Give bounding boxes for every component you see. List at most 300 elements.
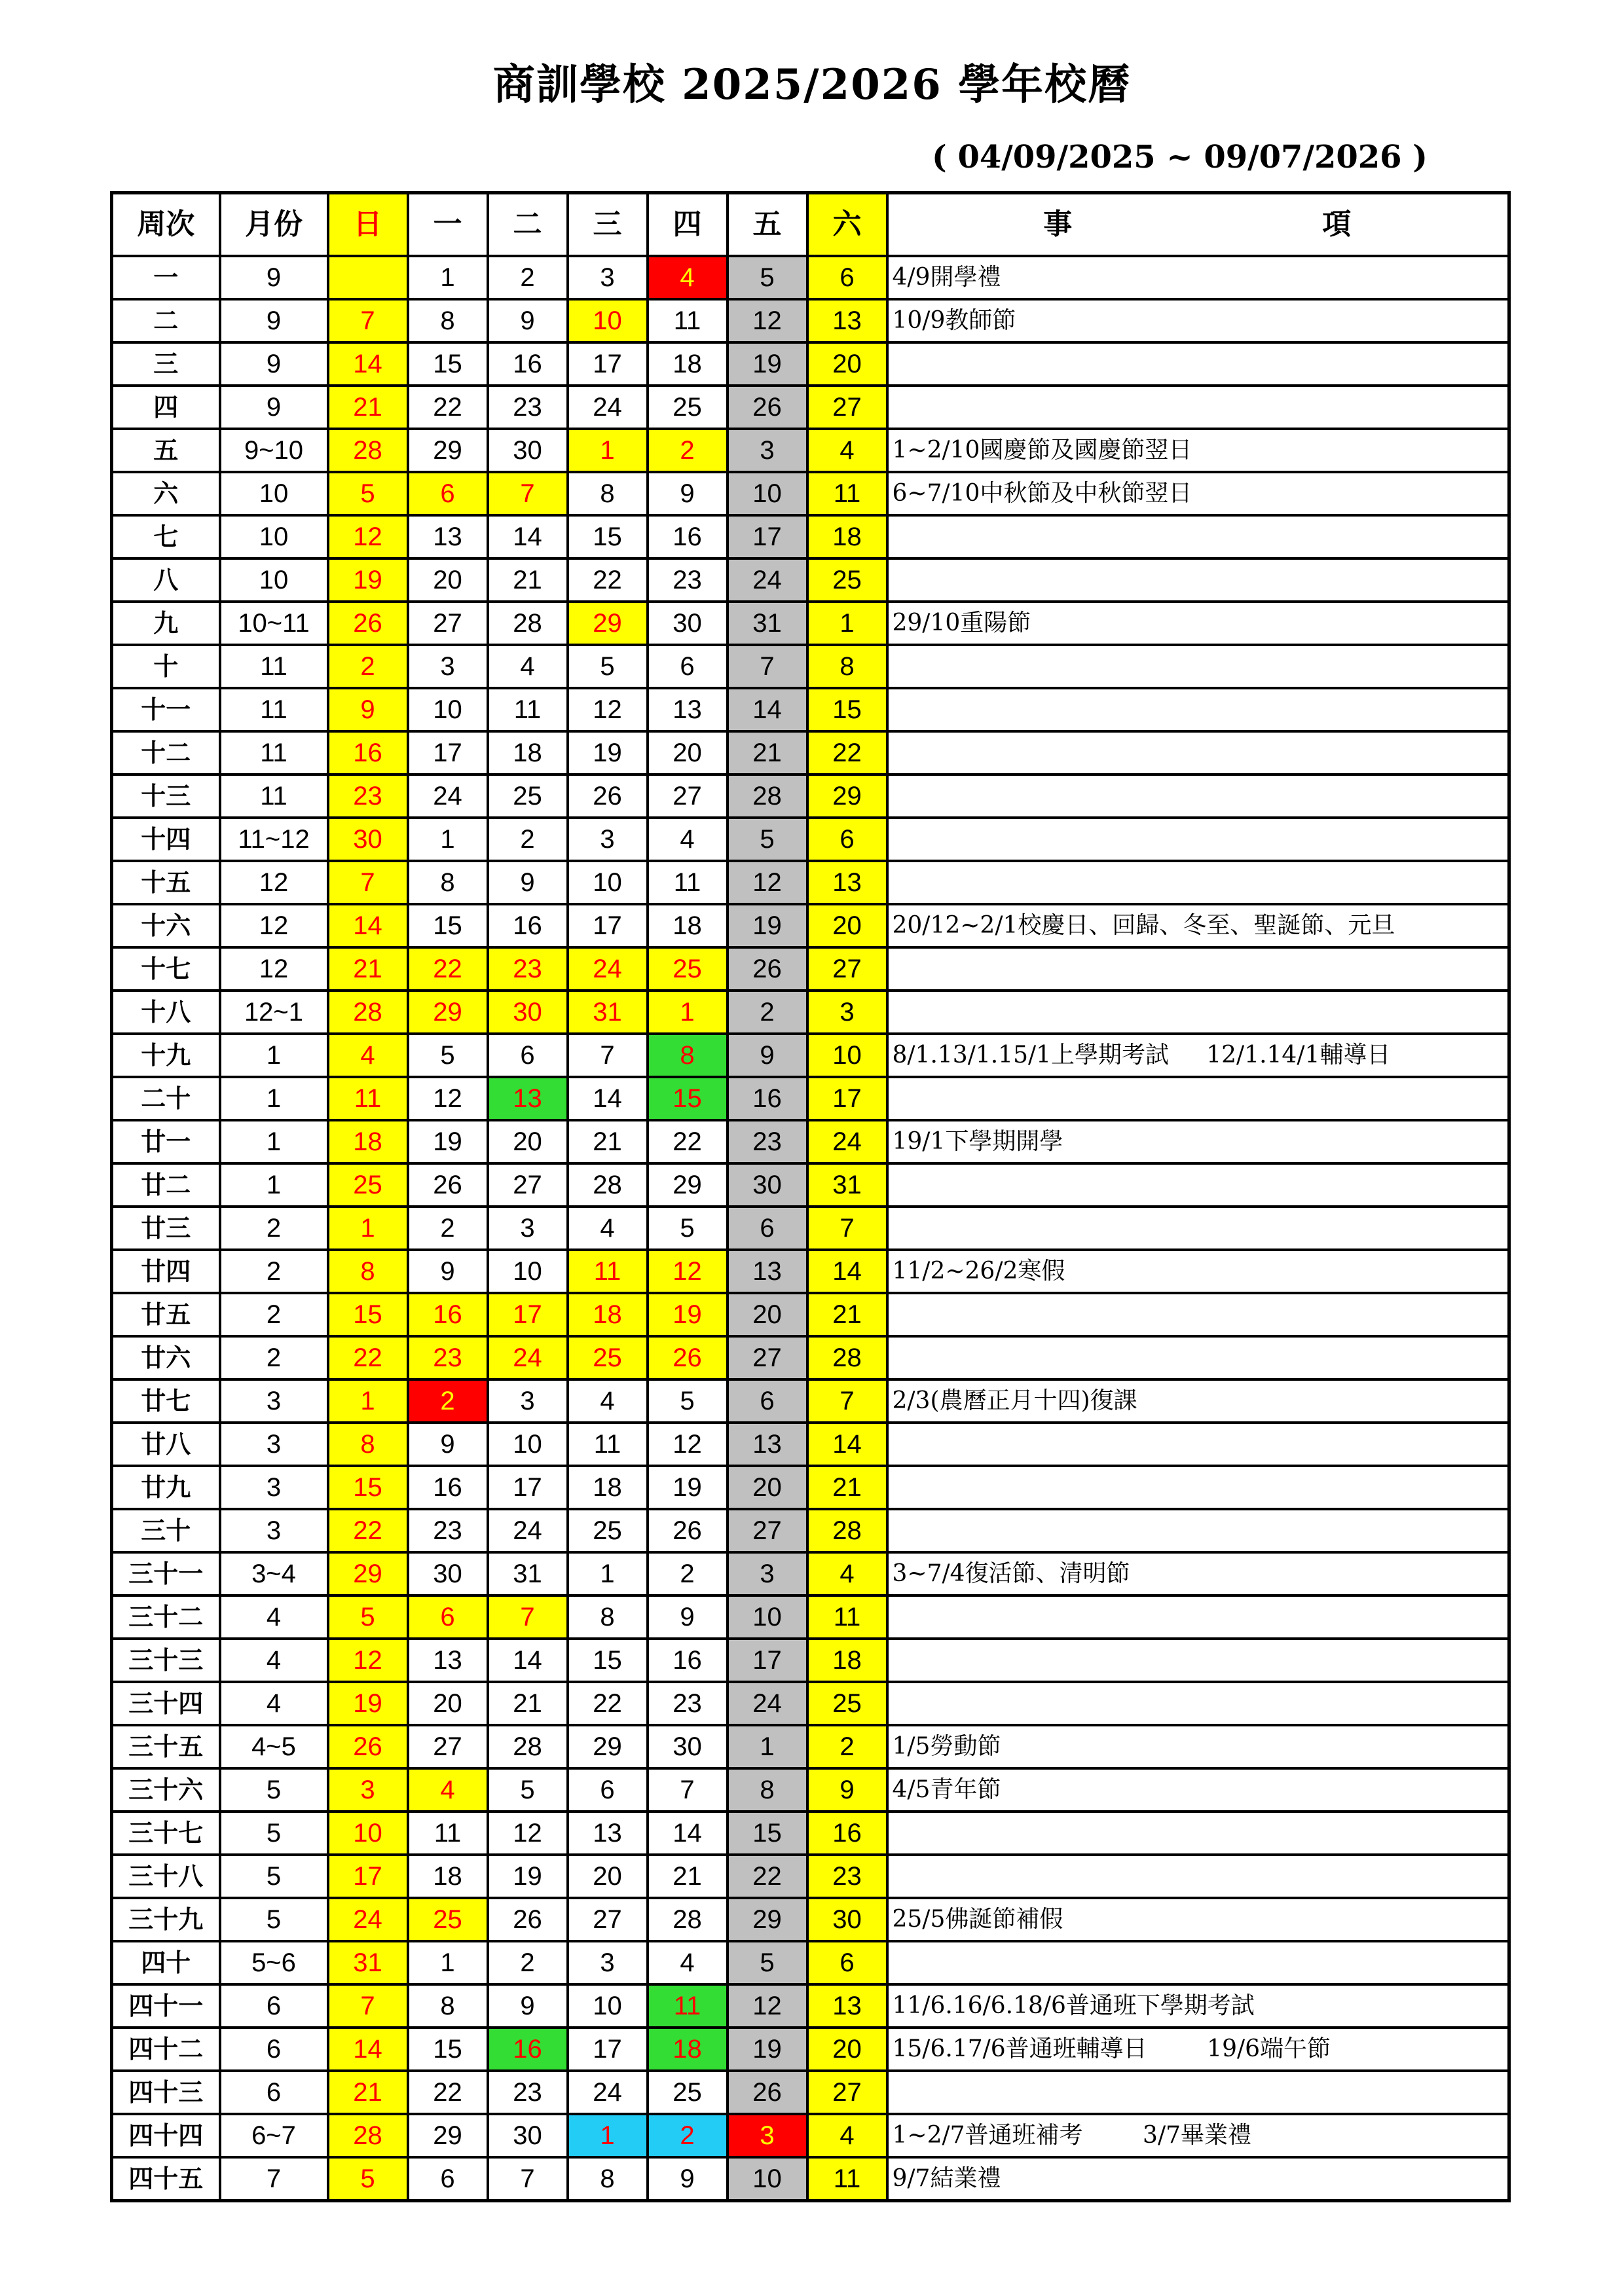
event-cell: [887, 1466, 1509, 1509]
week-number: 廿一: [112, 1120, 220, 1163]
day-cell-friday: 6: [728, 1207, 807, 1250]
day-cell-sunday: 3: [328, 1768, 408, 1812]
month-cell: 9: [220, 299, 328, 342]
day-cell-wednesday: 4: [568, 1207, 648, 1250]
day-cell-tuesday: 27: [488, 1163, 568, 1207]
day-cell-tuesday: 16: [488, 2028, 568, 2071]
day-cell-wednesday: 17: [568, 342, 648, 386]
day-cell-sunday: 22: [328, 1336, 408, 1379]
day-cell-friday: 3: [728, 2114, 807, 2157]
day-cell-monday: 6: [408, 2157, 488, 2200]
month-cell: 10: [220, 558, 328, 602]
day-cell-thursday: 13: [648, 688, 728, 731]
event-cell: 1~2/10國慶節及國慶節翌日: [887, 429, 1509, 472]
day-cell-friday: 20: [728, 1293, 807, 1336]
day-cell-saturday: 6: [807, 1941, 887, 1984]
day-cell-tuesday: 13: [488, 1077, 568, 1120]
day-cell-wednesday: 13: [568, 1812, 648, 1855]
week-number: 二十: [112, 1077, 220, 1120]
day-cell-monday: 17: [408, 731, 488, 774]
day-cell-friday: 24: [728, 558, 807, 602]
week-row: [112, 558, 1509, 602]
event-cell: 25/5佛誕節補假: [887, 1898, 1509, 1941]
day-cell-tuesday: 3: [488, 1379, 568, 1423]
day-cell-monday: 25: [408, 1898, 488, 1941]
day-cell-saturday: 25: [807, 1682, 887, 1725]
week-number: 廿七: [112, 1379, 220, 1423]
header-monday: 一: [408, 193, 488, 257]
day-cell-monday: 8: [408, 861, 488, 904]
day-cell-sunday: 14: [328, 342, 408, 386]
day-cell-thursday: 14: [648, 1812, 728, 1855]
week-number: 七: [112, 515, 220, 558]
week-number: 廿六: [112, 1336, 220, 1379]
week-number: 三十七: [112, 1812, 220, 1855]
day-cell-wednesday: 22: [568, 558, 648, 602]
day-cell-tuesday: 10: [488, 1250, 568, 1293]
week-row: [112, 515, 1509, 558]
week-row: [112, 1984, 1509, 2028]
day-cell-thursday: 25: [648, 2071, 728, 2114]
day-cell-tuesday: 23: [488, 386, 568, 429]
week-row: [112, 1941, 1509, 1984]
day-cell-saturday: 7: [807, 1207, 887, 1250]
day-cell-sunday: 15: [328, 1466, 408, 1509]
event-cell: 19/1下學期開學: [887, 1120, 1509, 1163]
day-cell-friday: 12: [728, 861, 807, 904]
day-cell-monday: 26: [408, 1163, 488, 1207]
day-cell-monday: 1: [408, 818, 488, 861]
week-row: [112, 1034, 1509, 1077]
day-cell-friday: 23: [728, 1120, 807, 1163]
week-number: 四十二: [112, 2028, 220, 2071]
month-cell: 11: [220, 688, 328, 731]
day-cell-tuesday: 23: [488, 947, 568, 991]
event-cell: [887, 1293, 1509, 1336]
day-cell-thursday: 29: [648, 1163, 728, 1207]
event-cell: [887, 1077, 1509, 1120]
week-number: 十八: [112, 991, 220, 1034]
day-cell-monday: 9: [408, 1250, 488, 1293]
day-cell-sunday: 25: [328, 1163, 408, 1207]
event-cell: 3~7/4復活節、清明節: [887, 1552, 1509, 1595]
month-cell: 9: [220, 256, 328, 299]
day-cell-thursday: 4: [648, 818, 728, 861]
day-cell-tuesday: 17: [488, 1466, 568, 1509]
day-cell-wednesday: 21: [568, 1120, 648, 1163]
month-cell: 2: [220, 1293, 328, 1336]
day-cell-sunday: 1: [328, 1207, 408, 1250]
day-cell-sunday: 10: [328, 1812, 408, 1855]
day-cell-wednesday: 18: [568, 1293, 648, 1336]
day-cell-monday: 18: [408, 1855, 488, 1898]
day-cell-sunday: 29: [328, 1552, 408, 1595]
week-number: 廿九: [112, 1466, 220, 1509]
day-cell-friday: 31: [728, 602, 807, 645]
day-cell-sunday: 18: [328, 1120, 408, 1163]
week-number: 三十二: [112, 1595, 220, 1639]
day-cell-thursday: 16: [648, 515, 728, 558]
day-cell-thursday: 18: [648, 2028, 728, 2071]
day-cell-friday: 12: [728, 299, 807, 342]
day-cell-tuesday: 2: [488, 256, 568, 299]
day-cell-wednesday: 28: [568, 1163, 648, 1207]
day-cell-tuesday: 7: [488, 2157, 568, 2200]
week-row: [112, 2071, 1509, 2114]
day-cell-thursday: 9: [648, 472, 728, 515]
month-cell: 6: [220, 2028, 328, 2071]
day-cell-thursday: 11: [648, 861, 728, 904]
day-cell-thursday: 20: [648, 731, 728, 774]
day-cell-saturday: 10: [807, 1034, 887, 1077]
day-cell-wednesday: 24: [568, 947, 648, 991]
day-cell-saturday: 4: [807, 429, 887, 472]
day-cell-sunday: 12: [328, 1639, 408, 1682]
day-cell-tuesday: 2: [488, 1941, 568, 1984]
month-cell: 3~4: [220, 1552, 328, 1595]
day-cell-wednesday: 24: [568, 2071, 648, 2114]
day-cell-monday: 1: [408, 256, 488, 299]
week-row: [112, 1207, 1509, 1250]
month-cell: 3: [220, 1509, 328, 1552]
day-cell-monday: 8: [408, 1984, 488, 2028]
day-cell-tuesday: 24: [488, 1509, 568, 1552]
day-cell-monday: 1: [408, 1941, 488, 1984]
day-cell-sunday: 4: [328, 1034, 408, 1077]
page-title: 商訓學校 2025/2026 學年校曆: [492, 60, 1132, 109]
day-cell-friday: 5: [728, 256, 807, 299]
day-cell-thursday: 5: [648, 1379, 728, 1423]
header-friday: 五: [728, 193, 807, 257]
month-cell: 11: [220, 731, 328, 774]
day-cell-sunday: [328, 256, 408, 299]
day-cell-wednesday: 18: [568, 1466, 648, 1509]
day-cell-wednesday: 10: [568, 1984, 648, 2028]
day-cell-saturday: 2: [807, 1725, 887, 1768]
event-cell: [887, 1336, 1509, 1379]
day-cell-monday: 15: [408, 2028, 488, 2071]
day-cell-friday: 10: [728, 472, 807, 515]
day-cell-wednesday: 3: [568, 256, 648, 299]
day-cell-saturday: 6: [807, 818, 887, 861]
day-cell-sunday: 14: [328, 904, 408, 947]
day-cell-tuesday: 28: [488, 602, 568, 645]
week-number: 廿二: [112, 1163, 220, 1207]
month-cell: 3: [220, 1379, 328, 1423]
day-cell-friday: 21: [728, 731, 807, 774]
day-cell-sunday: 21: [328, 947, 408, 991]
day-cell-thursday: 18: [648, 904, 728, 947]
day-cell-sunday: 5: [328, 472, 408, 515]
week-row: [112, 818, 1509, 861]
day-cell-sunday: 21: [328, 386, 408, 429]
week-number: 十九: [112, 1034, 220, 1077]
day-cell-wednesday: 31: [568, 991, 648, 1034]
event-cell: [887, 1509, 1509, 1552]
month-cell: 9: [220, 386, 328, 429]
header-week: 周次: [112, 193, 220, 257]
day-cell-tuesday: 30: [488, 429, 568, 472]
day-cell-friday: 14: [728, 688, 807, 731]
month-cell: 6~7: [220, 2114, 328, 2157]
day-cell-tuesday: 18: [488, 731, 568, 774]
day-cell-saturday: 13: [807, 1984, 887, 2028]
day-cell-monday: 2: [408, 1379, 488, 1423]
day-cell-thursday: 11: [648, 299, 728, 342]
header-events: [887, 193, 1509, 257]
week-number: 四十五: [112, 2157, 220, 2200]
day-cell-thursday: 4: [648, 1941, 728, 1984]
day-cell-tuesday: 4: [488, 645, 568, 688]
event-cell: [887, 688, 1509, 731]
month-cell: 4: [220, 1595, 328, 1639]
day-cell-tuesday: 9: [488, 861, 568, 904]
day-cell-sunday: 14: [328, 2028, 408, 2071]
day-cell-monday: 13: [408, 515, 488, 558]
day-cell-thursday: 22: [648, 1120, 728, 1163]
day-cell-tuesday: 14: [488, 1639, 568, 1682]
event-cell: [887, 645, 1509, 688]
day-cell-tuesday: 3: [488, 1207, 568, 1250]
day-cell-thursday: 30: [648, 602, 728, 645]
day-cell-tuesday: 16: [488, 904, 568, 947]
month-cell: 10: [220, 472, 328, 515]
day-cell-tuesday: 21: [488, 558, 568, 602]
event-cell: 1/5勞動節: [887, 1725, 1509, 1768]
header-row: [112, 193, 1509, 257]
event-cell: [887, 1941, 1509, 1984]
day-cell-friday: 27: [728, 1336, 807, 1379]
day-cell-monday: 24: [408, 774, 488, 818]
day-cell-monday: 22: [408, 947, 488, 991]
day-cell-sunday: 7: [328, 1984, 408, 2028]
day-cell-tuesday: 10: [488, 1423, 568, 1466]
event-cell: [887, 1682, 1509, 1725]
day-cell-thursday: 9: [648, 1595, 728, 1639]
week-row: [112, 472, 1509, 515]
day-cell-saturday: 3: [807, 991, 887, 1034]
day-cell-wednesday: 3: [568, 818, 648, 861]
event-cell: [887, 1639, 1509, 1682]
day-cell-saturday: 27: [807, 2071, 887, 2114]
week-number: 廿四: [112, 1250, 220, 1293]
day-cell-sunday: 17: [328, 1855, 408, 1898]
week-number: 三: [112, 342, 220, 386]
week-number: 三十三: [112, 1639, 220, 1682]
week-row: [112, 947, 1509, 991]
day-cell-saturday: 25: [807, 558, 887, 602]
month-cell: 6: [220, 2071, 328, 2114]
week-number: 四十一: [112, 1984, 220, 2028]
week-number: 一: [112, 256, 220, 299]
event-cell: 1~2/7普通班補考 3/7畢業禮: [887, 2114, 1509, 2157]
day-cell-saturday: 28: [807, 1336, 887, 1379]
day-cell-friday: 26: [728, 2071, 807, 2114]
month-cell: 12: [220, 904, 328, 947]
month-cell: 5: [220, 1898, 328, 1941]
week-number: 十三: [112, 774, 220, 818]
event-cell: 2/3(農曆正月十四)復課: [887, 1379, 1509, 1423]
day-cell-thursday: 30: [648, 1725, 728, 1768]
day-cell-wednesday: 24: [568, 386, 648, 429]
week-row: [112, 1379, 1509, 1423]
week-row: [112, 645, 1509, 688]
week-number: 四十三: [112, 2071, 220, 2114]
day-cell-tuesday: 5: [488, 1768, 568, 1812]
day-cell-tuesday: 7: [488, 1595, 568, 1639]
day-cell-saturday: 30: [807, 1898, 887, 1941]
week-row: [112, 1725, 1509, 1768]
week-number: 十五: [112, 861, 220, 904]
day-cell-wednesday: 29: [568, 1725, 648, 1768]
event-cell: [887, 818, 1509, 861]
day-cell-monday: 30: [408, 1552, 488, 1595]
day-cell-friday: 26: [728, 386, 807, 429]
month-cell: 12: [220, 861, 328, 904]
day-cell-friday: 12: [728, 1984, 807, 2028]
week-row: [112, 256, 1509, 299]
day-cell-tuesday: 7: [488, 472, 568, 515]
month-cell: 1: [220, 1034, 328, 1077]
day-cell-thursday: 28: [648, 1898, 728, 1941]
week-number: 五: [112, 429, 220, 472]
event-cell: [887, 1812, 1509, 1855]
month-cell: 9: [220, 342, 328, 386]
event-cell: [887, 558, 1509, 602]
week-number: 三十五: [112, 1725, 220, 1768]
month-cell: 11: [220, 645, 328, 688]
day-cell-sunday: 5: [328, 1595, 408, 1639]
week-number: 三十四: [112, 1682, 220, 1725]
day-cell-friday: 22: [728, 1855, 807, 1898]
day-cell-thursday: 19: [648, 1293, 728, 1336]
month-cell: 5: [220, 1768, 328, 1812]
event-cell: 11/6.16/6.18/6普通班下學期考試: [887, 1984, 1509, 2028]
week-row: [112, 688, 1509, 731]
day-cell-friday: 16: [728, 1077, 807, 1120]
day-cell-thursday: 2: [648, 2114, 728, 2157]
month-cell: 6: [220, 1984, 328, 2028]
day-cell-tuesday: 26: [488, 1898, 568, 1941]
week-row: [112, 1336, 1509, 1379]
week-row: [112, 1077, 1509, 1120]
day-cell-saturday: 11: [807, 472, 887, 515]
day-cell-tuesday: 24: [488, 1336, 568, 1379]
event-cell: [887, 342, 1509, 386]
event-cell: [887, 1423, 1509, 1466]
day-cell-saturday: 13: [807, 299, 887, 342]
day-cell-saturday: 24: [807, 1120, 887, 1163]
day-cell-sunday: 15: [328, 1293, 408, 1336]
week-row: [112, 1595, 1509, 1639]
month-cell: 9~10: [220, 429, 328, 472]
day-cell-saturday: 21: [807, 1466, 887, 1509]
event-cell: [887, 1855, 1509, 1898]
day-cell-wednesday: 26: [568, 774, 648, 818]
day-cell-tuesday: 17: [488, 1293, 568, 1336]
day-cell-tuesday: 20: [488, 1120, 568, 1163]
header-saturday: 六: [807, 193, 887, 257]
month-cell: 11~12: [220, 818, 328, 861]
week-row: [112, 1163, 1509, 1207]
day-cell-wednesday: 15: [568, 515, 648, 558]
day-cell-tuesday: 25: [488, 774, 568, 818]
day-cell-monday: 3: [408, 645, 488, 688]
month-cell: 1: [220, 1120, 328, 1163]
day-cell-wednesday: 7: [568, 1034, 648, 1077]
day-cell-sunday: 7: [328, 861, 408, 904]
day-cell-friday: 3: [728, 1552, 807, 1595]
day-cell-wednesday: 25: [568, 1509, 648, 1552]
week-number: 四十四: [112, 2114, 220, 2157]
event-cell: 29/10重陽節: [887, 602, 1509, 645]
month-cell: 5: [220, 1812, 328, 1855]
day-cell-wednesday: 1: [568, 1552, 648, 1595]
week-number: 廿八: [112, 1423, 220, 1466]
day-cell-wednesday: 6: [568, 1768, 648, 1812]
day-cell-friday: 1: [728, 1725, 807, 1768]
day-cell-thursday: 25: [648, 386, 728, 429]
week-row: [112, 904, 1509, 947]
day-cell-saturday: 31: [807, 1163, 887, 1207]
day-cell-wednesday: 15: [568, 1639, 648, 1682]
day-cell-saturday: 14: [807, 1423, 887, 1466]
day-cell-friday: 27: [728, 1509, 807, 1552]
day-cell-tuesday: 9: [488, 1984, 568, 2028]
week-number: 十二: [112, 731, 220, 774]
week-number: 三十: [112, 1509, 220, 1552]
day-cell-thursday: 9: [648, 2157, 728, 2200]
event-cell: [887, 1207, 1509, 1250]
day-cell-friday: 30: [728, 1163, 807, 1207]
calendar-table: [110, 191, 1511, 2202]
week-row: [112, 2028, 1509, 2071]
day-cell-monday: 23: [408, 1509, 488, 1552]
day-cell-friday: 7: [728, 645, 807, 688]
header-events-b: 項: [1322, 208, 1353, 240]
day-cell-thursday: 23: [648, 1682, 728, 1725]
day-cell-sunday: 23: [328, 774, 408, 818]
day-cell-friday: 17: [728, 515, 807, 558]
event-cell: [887, 774, 1509, 818]
event-cell: 9/7結業禮: [887, 2157, 1509, 2200]
day-cell-saturday: 17: [807, 1077, 887, 1120]
day-cell-sunday: 22: [328, 1509, 408, 1552]
day-cell-thursday: 25: [648, 947, 728, 991]
day-cell-thursday: 27: [648, 774, 728, 818]
week-row: [112, 1293, 1509, 1336]
week-number: 三十一: [112, 1552, 220, 1595]
day-cell-wednesday: 1: [568, 429, 648, 472]
day-cell-tuesday: 6: [488, 1034, 568, 1077]
week-number: 四十: [112, 1941, 220, 1984]
day-cell-sunday: 28: [328, 2114, 408, 2157]
week-number: 十: [112, 645, 220, 688]
week-row: [112, 774, 1509, 818]
day-cell-tuesday: 21: [488, 1682, 568, 1725]
header-month: 月份: [220, 193, 328, 257]
day-cell-saturday: 27: [807, 386, 887, 429]
day-cell-thursday: 19: [648, 1466, 728, 1509]
week-row: [112, 1466, 1509, 1509]
day-cell-tuesday: 28: [488, 1725, 568, 1768]
week-row: [112, 861, 1509, 904]
day-cell-saturday: 4: [807, 1552, 887, 1595]
day-cell-thursday: 5: [648, 1207, 728, 1250]
event-cell: 8/1.13/1.15/1上學期考試 12/1.14/1輔導日: [887, 1034, 1509, 1077]
day-cell-sunday: 28: [328, 991, 408, 1034]
day-cell-saturday: 20: [807, 904, 887, 947]
